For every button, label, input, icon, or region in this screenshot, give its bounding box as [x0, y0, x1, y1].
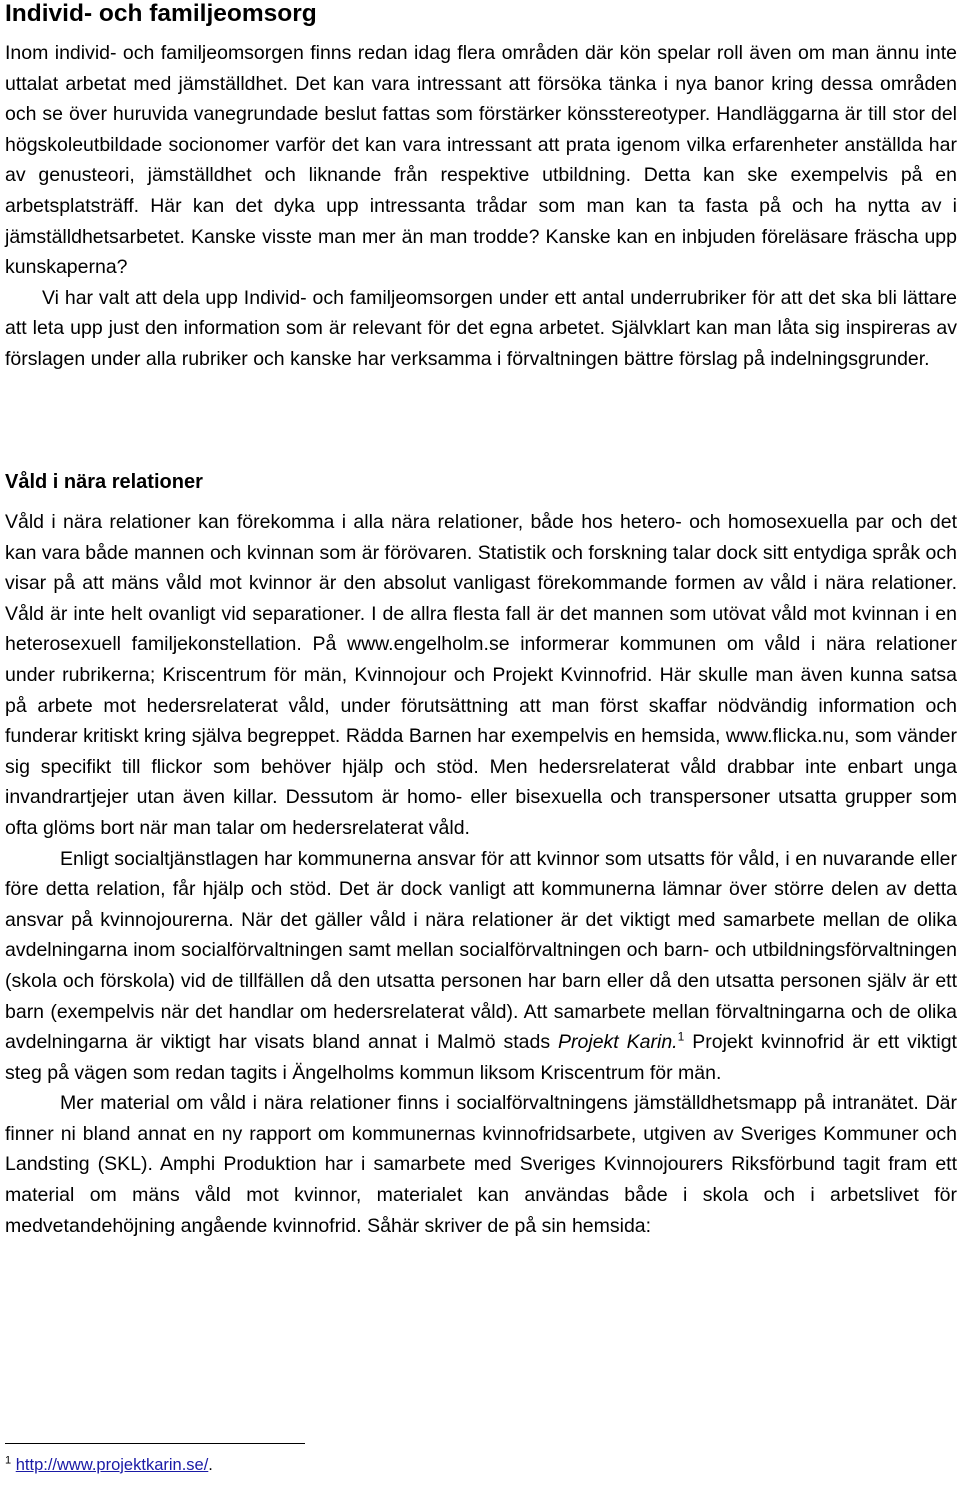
footnote-divider: [5, 1443, 305, 1444]
heading-individ-familjeomsorg: Individ- och familjeomsorg: [5, 0, 317, 27]
projekt-karin-italic: Projekt Karin.: [558, 1031, 678, 1054]
paragraph-mer-material: Mer material om våld i nära relationer finns i socialförvaltningens jämställdhetsmapp på intranätet. Där finner ni bland annat en ny rapport om kommunernas kvinnofridsarbete, utgiven av Sveriges Kommuner och Landsting (SKL). Amphi Produktion har i samarbete med Sveriges Kvinnojourers Riksförbund tagit fram ett material om mäns våld mot kvinnor, materialet kan användas både i skola och i arbetslivet för medvetandehöjning angående kvinnofrid. Såhär skriver de på sin hemsida:: [5, 1092, 957, 1237]
footnote-trailing: .: [208, 1456, 213, 1474]
section-vald-nara-relationer: [5, 468, 957, 1241]
paragraph-subsections: Vi har valt att dela upp Individ- och familjeomsorgen under ett antal underrubriker för att det ska bli lättare att leta upp just den information som är relevant för det egna arbetet. Självklart kan man låta sig inspireras av förslagen under alla rubriker och kanske har verksamma i förvaltningen bättre förslag på indelningsgrunder.: [5, 286, 957, 370]
footnote-number: 1: [5, 1454, 12, 1467]
paragraph-intro: Inom individ- och familjeomsorgen finns redan idag flera områden där kön spelar roll även om man ännu inte uttalat arbetat med jämställdhet. Det kan vara intressant att försöka tänka i nya banor kring dessa områden och se över huruvida vanegrundade beslut fattas som förstärker könsstereotyper. Handläggarna är till stor del högskoleutbildade socionomer varför det kan vara intressant att prata igenom vilka erfarenheter anställda har av genusteori, jämställdhet och liknande från respektive utbildning. Detta kan ske exempelvis på en arbetsplatsträff. Här kan det dyka upp intressanta trådar som man kan ta fasta på och ha nytta av i jämställdhetsarbetet. Kanske visste man mer än man trodde? Kanske kan en inbjuden föreläsare fräscha upp kunskaperna?: [5, 42, 957, 279]
paragraph-socialtjanstlagen-end: Projekt kvinnofrid är ett viktigt steg på vägen som redan tagits i Ängelholms kommun liksom Kriscentrum för män.: [5, 1031, 957, 1084]
footnote-link[interactable]: http://www.projektkarin.se/: [15, 1456, 209, 1474]
document-page: [5, 0, 957, 375]
paragraph-vald-statistik: Våld i nära relationer kan förekomma i alla nära relationer, både hos hetero- och homosexuella par och det kan vara både mannen och kvinnan som är förövaren. Statistik och forskning talar dock sitt entydiga språk och visar på att mäns våld mot kvinnor är den absolut vanligast förekommande formen av våld i nära relationer. Våld är inte helt ovanligt vid separationer. I de allra flesta fall är det mannen som utövat våld mot kvinnan i en heterosexuell familjekonstellation. På www.engelholm.se informerar kommunen om våld i nära relationer under rubrikerna; Kriscentrum för män, Kvinnojour och Projekt Kvinnofrid. Här skulle man även kunna satsa på arbete mot hedersrelaterat våld, under förutsättning att man först skaffar nödvändig information och funderar kritiskt kring själva begreppet. Rädda Barnen har exempelvis en hemsida, www.flicka.nu, som vänder sig specifikt till flickor som behöver hjälp och stöd. Men hedersrelaterat våld drabbar inte enbart unga invandrartjejer utan även killar. Dessutom är homo- eller bisexuella och transpersoner utsatta grupper som ofta glöms bort när man talar om hedersrelaterat våld.: [5, 511, 957, 839]
heading-vald-nara-relationer: Våld i nära relationer: [5, 471, 203, 493]
footnote-reference[interactable]: 1: [677, 1029, 685, 1044]
paragraph-socialtjanstlagen-text: Enligt socialtjänstlagen har kommunerna ansvar för att kvinnor som utsatts för våld, i en nuvarande eller före detta relation, får hjälp och stöd. Det är dock vanligt att kommunerna lämnar över större delen av detta ansvar på kvinnojourerna. När det gäller våld i nära relationer är det viktigt med samarbete mellan de olika avdelningarna inom socialförvaltningen samt mellan socialförvaltningen och barn- och utbildningsförvaltningen (skola och förskola) vid de tillfällen då den utsatta personen har barn eller då den utsatta personen själv är ett barn (exempelvis när det handlar om hedersrelaterat våld). Att samarbete mellan förvaltningarna och de olika avdelningarna är viktigt har visats bland annat i Malmö stads: [5, 847, 957, 1054]
footnote: [5, 1455, 213, 1475]
paragraph-socialtjanstlagen: [5, 844, 957, 1089]
